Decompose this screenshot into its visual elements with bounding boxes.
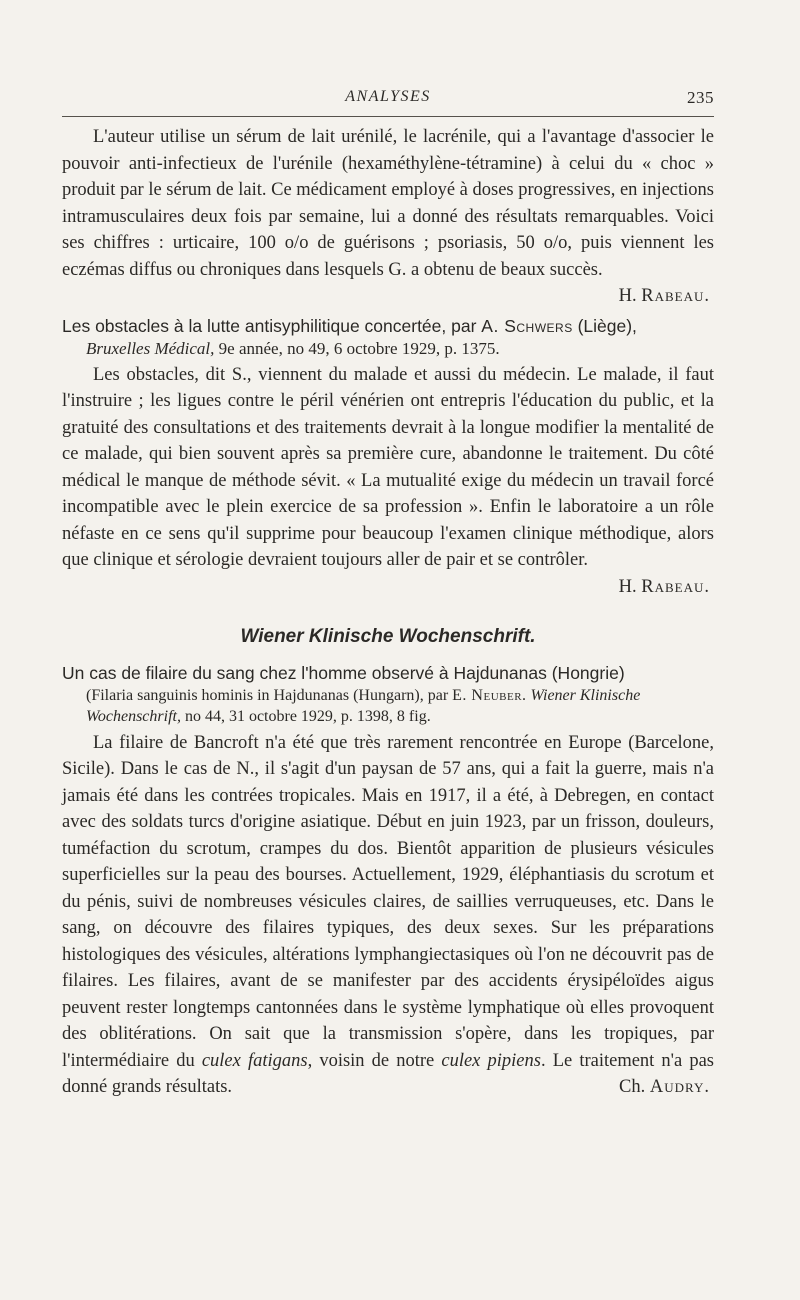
signature-initial: H. — [618, 576, 637, 597]
article3-text-2: , voisin de notre — [307, 1050, 442, 1071]
article3-paragraph — [62, 730, 714, 1101]
article3-title: Un cas de filaire du sang chez l'homme observé à Hajdunanas (Hongrie) — [62, 662, 625, 683]
article2-journal: Bruxelles Médical, — [86, 338, 215, 358]
article1-paragraph: L'auteur utilise un sérum de lait urénilé, le lacrénile, qui a l'avantage d'associer le pouvoir anti-infectieux de l'urénile (hexaméthylène-tétramine) à celui du « choc » produit par le sérum de lait. Ce médicament employé à doses progressives, en injections intramusculaires deux fois par semaine, lui a donné des résultats remarquables. Voici ses chiffres : urticaire, 100 o/o de guérisons ; psoriasis, 50 o/o, puis viennent les eczémas diffus ou chroniques dans lesquels G. a obtenu de beaux succès. — [62, 127, 714, 280]
signature-name: Audry. — [649, 1077, 710, 1097]
article3-text-1: La filaire de Bancroft n'a été que très rarement rencontrée en Europe (Barcelone, Sicile). Dans le cas de N., il s'agit d'un paysan de 57 ans, qui a fait la guerre, mais n'a jamais été dans les contrées tropicales. Mais en 1917, il a été, à Debregen, en contact avec des soldats turcs d'origine asiatique. Début en juin 1923, par un frisson, douleurs, tuméfaction du scrotum, crampes du dos. Bientôt apparition de plusieurs vésicules superficielles sur la peau des bourses. Actuellement, 1929, éléphantiasis du scrotum et du pénis, suivi de nombreuses vésicules claires, de saillies verruqueuses, etc. Dans le sang, on découvre des filaires typiques, des deux sexes. Sur les préparations histologiques des vésicules, altérations lymphangiectasiques où l'on ne découvrit pas de filaires. Les filaires, avant de se manifester par des accidents érysipéloïdes aigus peuvent rester longtemps cantonnées dans le système lymphatique où elles provoquent des oblitérations. On sait que la transmission s'opère, dans les tropiques, par l'intermédiaire du — [62, 732, 714, 1071]
article2-issue: 9e année, no 49, 6 octobre 1929, p. 1375. — [214, 338, 500, 358]
signature-initial: Ch. — [619, 1077, 646, 1097]
article2-paragraph: Les obstacles, dit S., viennent du malade et aussi du médecin. Le malade, il faut l'instruire ; les ligues contre le péril vénérien ont entrepris l'éducation du public, et la gratuité des consultations et des traitements devrait à la longue modifier la mentalité de ce malade, qui bien souvent après sa première cure, abandonne le traitement. Du côté médical le manque de méthode sévit. « La mutualité exige du médecin un travail forcé incompatible avec le plein exercice de sa profession ». Enfin le laboratoire a un rôle néfaste en ce sens qu'il supprime pour beaucoup l'examen clinique méthodique, alors que clinique et sérologie devraient toujours aller de pair et se contrôler. — [62, 364, 714, 570]
article2-reference — [62, 338, 714, 359]
article3-issue: no 44, 31 octobre 1929, p. 1398, 8 fig. — [180, 707, 431, 725]
article3-reference — [62, 685, 714, 727]
running-title: ANALYSES — [345, 88, 431, 105]
signature-initial: H. — [618, 286, 637, 306]
article3-text-3: . Le traitement n'a pas donné grands résultats. — [62, 1050, 714, 1097]
running-header — [62, 86, 714, 117]
species-culex-fatigans: culex fatigans — [201, 1050, 308, 1071]
journal-heading: Wiener Klinische Wochenschrift. — [240, 626, 536, 647]
page-number: 235 — [687, 88, 714, 107]
article2-par: par — [446, 315, 482, 336]
article1-signature — [62, 283, 714, 310]
article3-journal: Wiener Klinische Wochenschrift, — [86, 686, 641, 725]
article2-title: Les obstacles à la lutte antisyphilitique concertée, — [62, 315, 447, 336]
signature-name: Rabeau. — [641, 576, 710, 597]
signature-name: Rabeau. — [641, 286, 710, 306]
page-body — [62, 124, 714, 1101]
article2-author: A. Schwers — [481, 315, 573, 336]
article3-latin: (Filaria sanguinis hominis in Hajdunanas (Hungarn), par — [86, 686, 453, 704]
article2-signature — [62, 574, 714, 601]
article3-author: E. Neuber. — [452, 686, 527, 704]
article2-heading — [62, 314, 714, 338]
article2-author-place: (Liège), — [572, 315, 637, 336]
species-culex-pipiens: culex pipiens — [441, 1050, 541, 1071]
